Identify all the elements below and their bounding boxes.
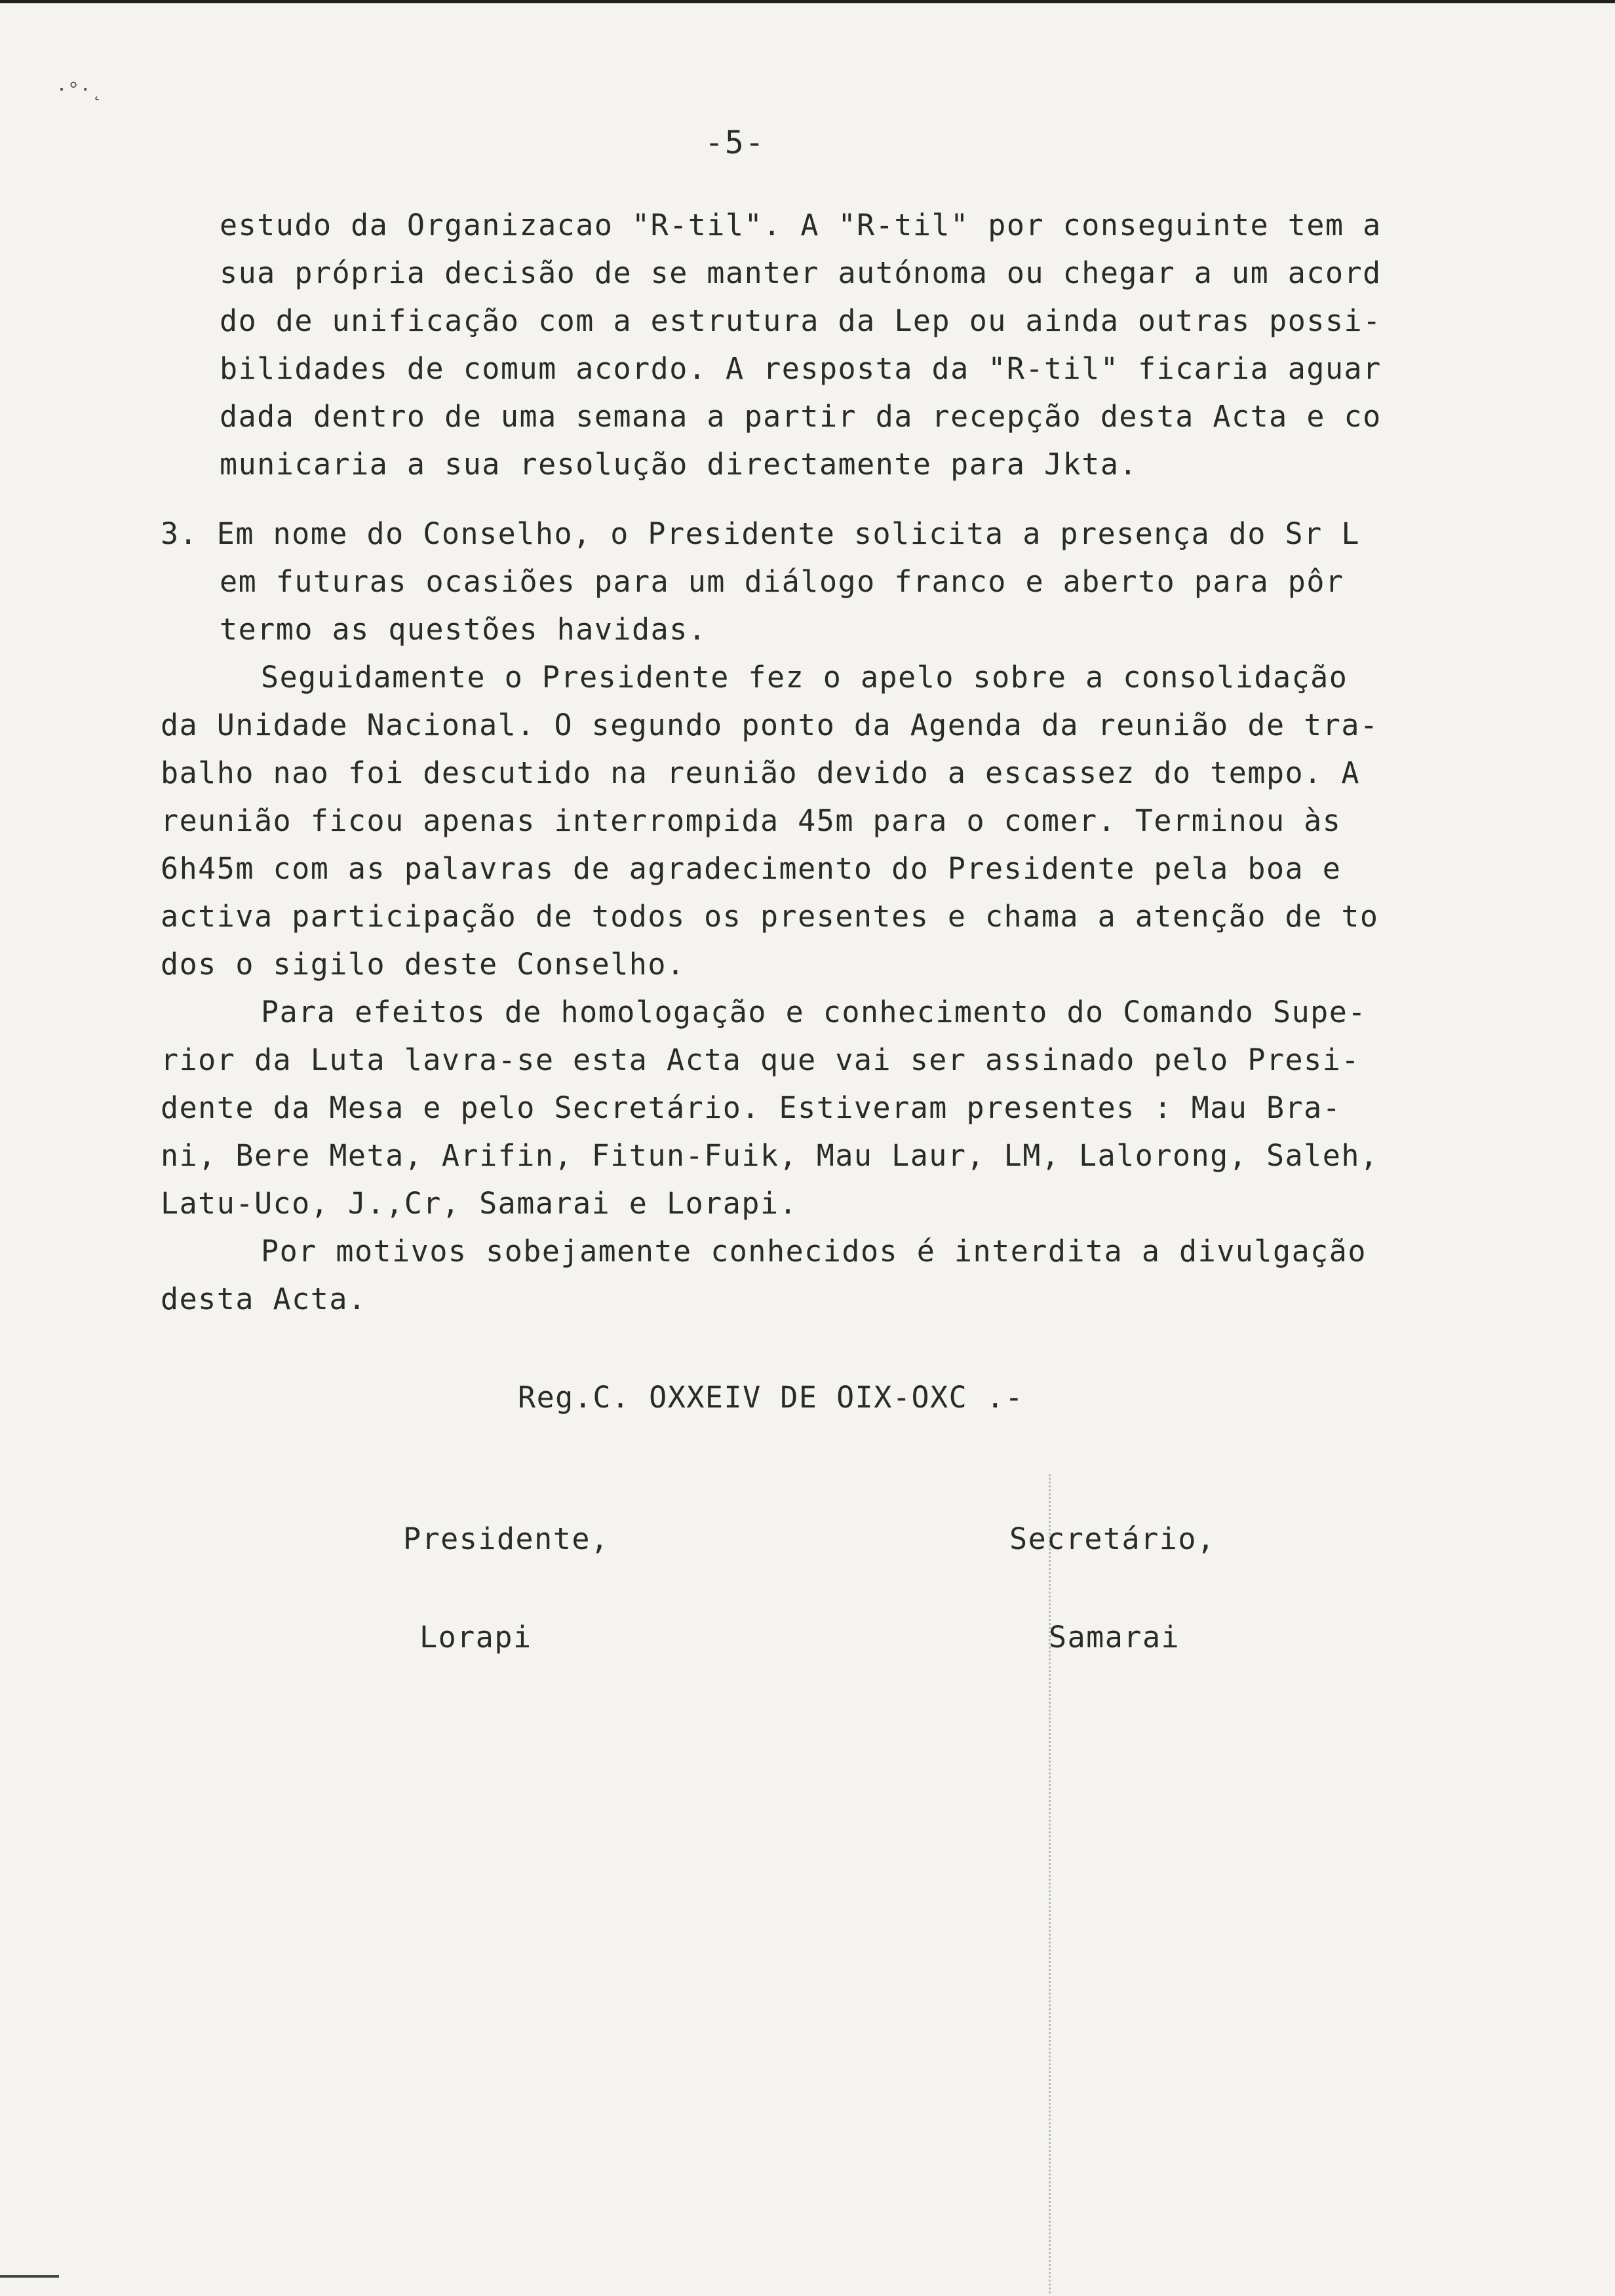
text-line: Por motivos sobejamente conhecidos é interdita a divulgação xyxy=(261,1234,1367,1269)
top-scan-edge xyxy=(0,0,1615,3)
text-line: 6h45m com as palavras de agradecimento do Presidente pela boa e xyxy=(161,851,1342,886)
fold-line xyxy=(1049,1474,1051,2293)
text-line: termo as questões havidas. xyxy=(220,612,707,647)
text-line: dos o sigilo deste Conselho. xyxy=(161,947,686,982)
bottom-scan-mark xyxy=(0,2275,59,2278)
text-line: Para efeitos de homologação e conhecimento do Comando Supe- xyxy=(261,995,1367,1029)
text-line: da Unidade Nacional. O segundo ponto da Agenda da reunião de tra- xyxy=(161,708,1379,742)
secretary-title: Secretário, xyxy=(1009,1521,1216,1556)
text-line: balho nao foi descutido na reunião devido a escassez do tempo. A xyxy=(161,756,1360,790)
text-line: Latu-Uco, J.,Cr, Samarai e Lorapi. xyxy=(161,1186,798,1221)
text-line: activa participação de todos os presentes e chama a atenção de to xyxy=(161,899,1379,934)
text-line: reunião ficou apenas interrompida 45m para o comer. Terminou às xyxy=(161,803,1342,838)
text-line: municaria a sua resolução directamente para Jkta. xyxy=(220,447,1138,482)
text-line: sua própria decisão de se manter autónoma ou chegar a um acord xyxy=(220,256,1382,290)
president-name: Lorapi xyxy=(419,1620,532,1655)
text-line: do de unificação com a estrutura da Lep ou ainda outras possi- xyxy=(220,303,1382,338)
registration-number: Reg.C. OXXEIV DE OIX-OXC .- xyxy=(518,1380,1024,1415)
text-line: em futuras ocasiões para um diálogo franco e aberto para pôr xyxy=(220,564,1344,599)
text-line: ni, Bere Meta, Arifin, Fitun-Fuik, Mau Laur, LM, Lalorong, Saleh, xyxy=(161,1138,1379,1173)
text-line: dada dentro de uma semana a partir da recepção desta Acta e co xyxy=(220,399,1382,434)
president-title: Presidente, xyxy=(403,1521,610,1556)
text-line: desta Acta. xyxy=(161,1282,367,1316)
text-line: estudo da Organizacao "R-til". A "R-til" por conseguinte tem a xyxy=(220,208,1382,242)
secretary-name: Samarai xyxy=(1049,1620,1180,1655)
page-number: -5- xyxy=(705,124,766,161)
text-line: Seguidamente o Presidente fez o apelo sobre a consolidação xyxy=(261,660,1348,695)
text-line: 3. Em nome do Conselho, o Presidente solicita a presença do Sr L xyxy=(161,516,1360,551)
text-line: dente da Mesa e pelo Secretário. Estiveram presentes : Mau Bra- xyxy=(161,1090,1342,1125)
text-line: rior da Luta lavra-se esta Acta que vai ser assinado pelo Presi- xyxy=(161,1043,1360,1077)
text-line: bilidades de comum acordo. A resposta da "R-til" ficaria aguar xyxy=(220,351,1382,386)
corner-scan-dots: ·°·˛ xyxy=(56,79,104,102)
